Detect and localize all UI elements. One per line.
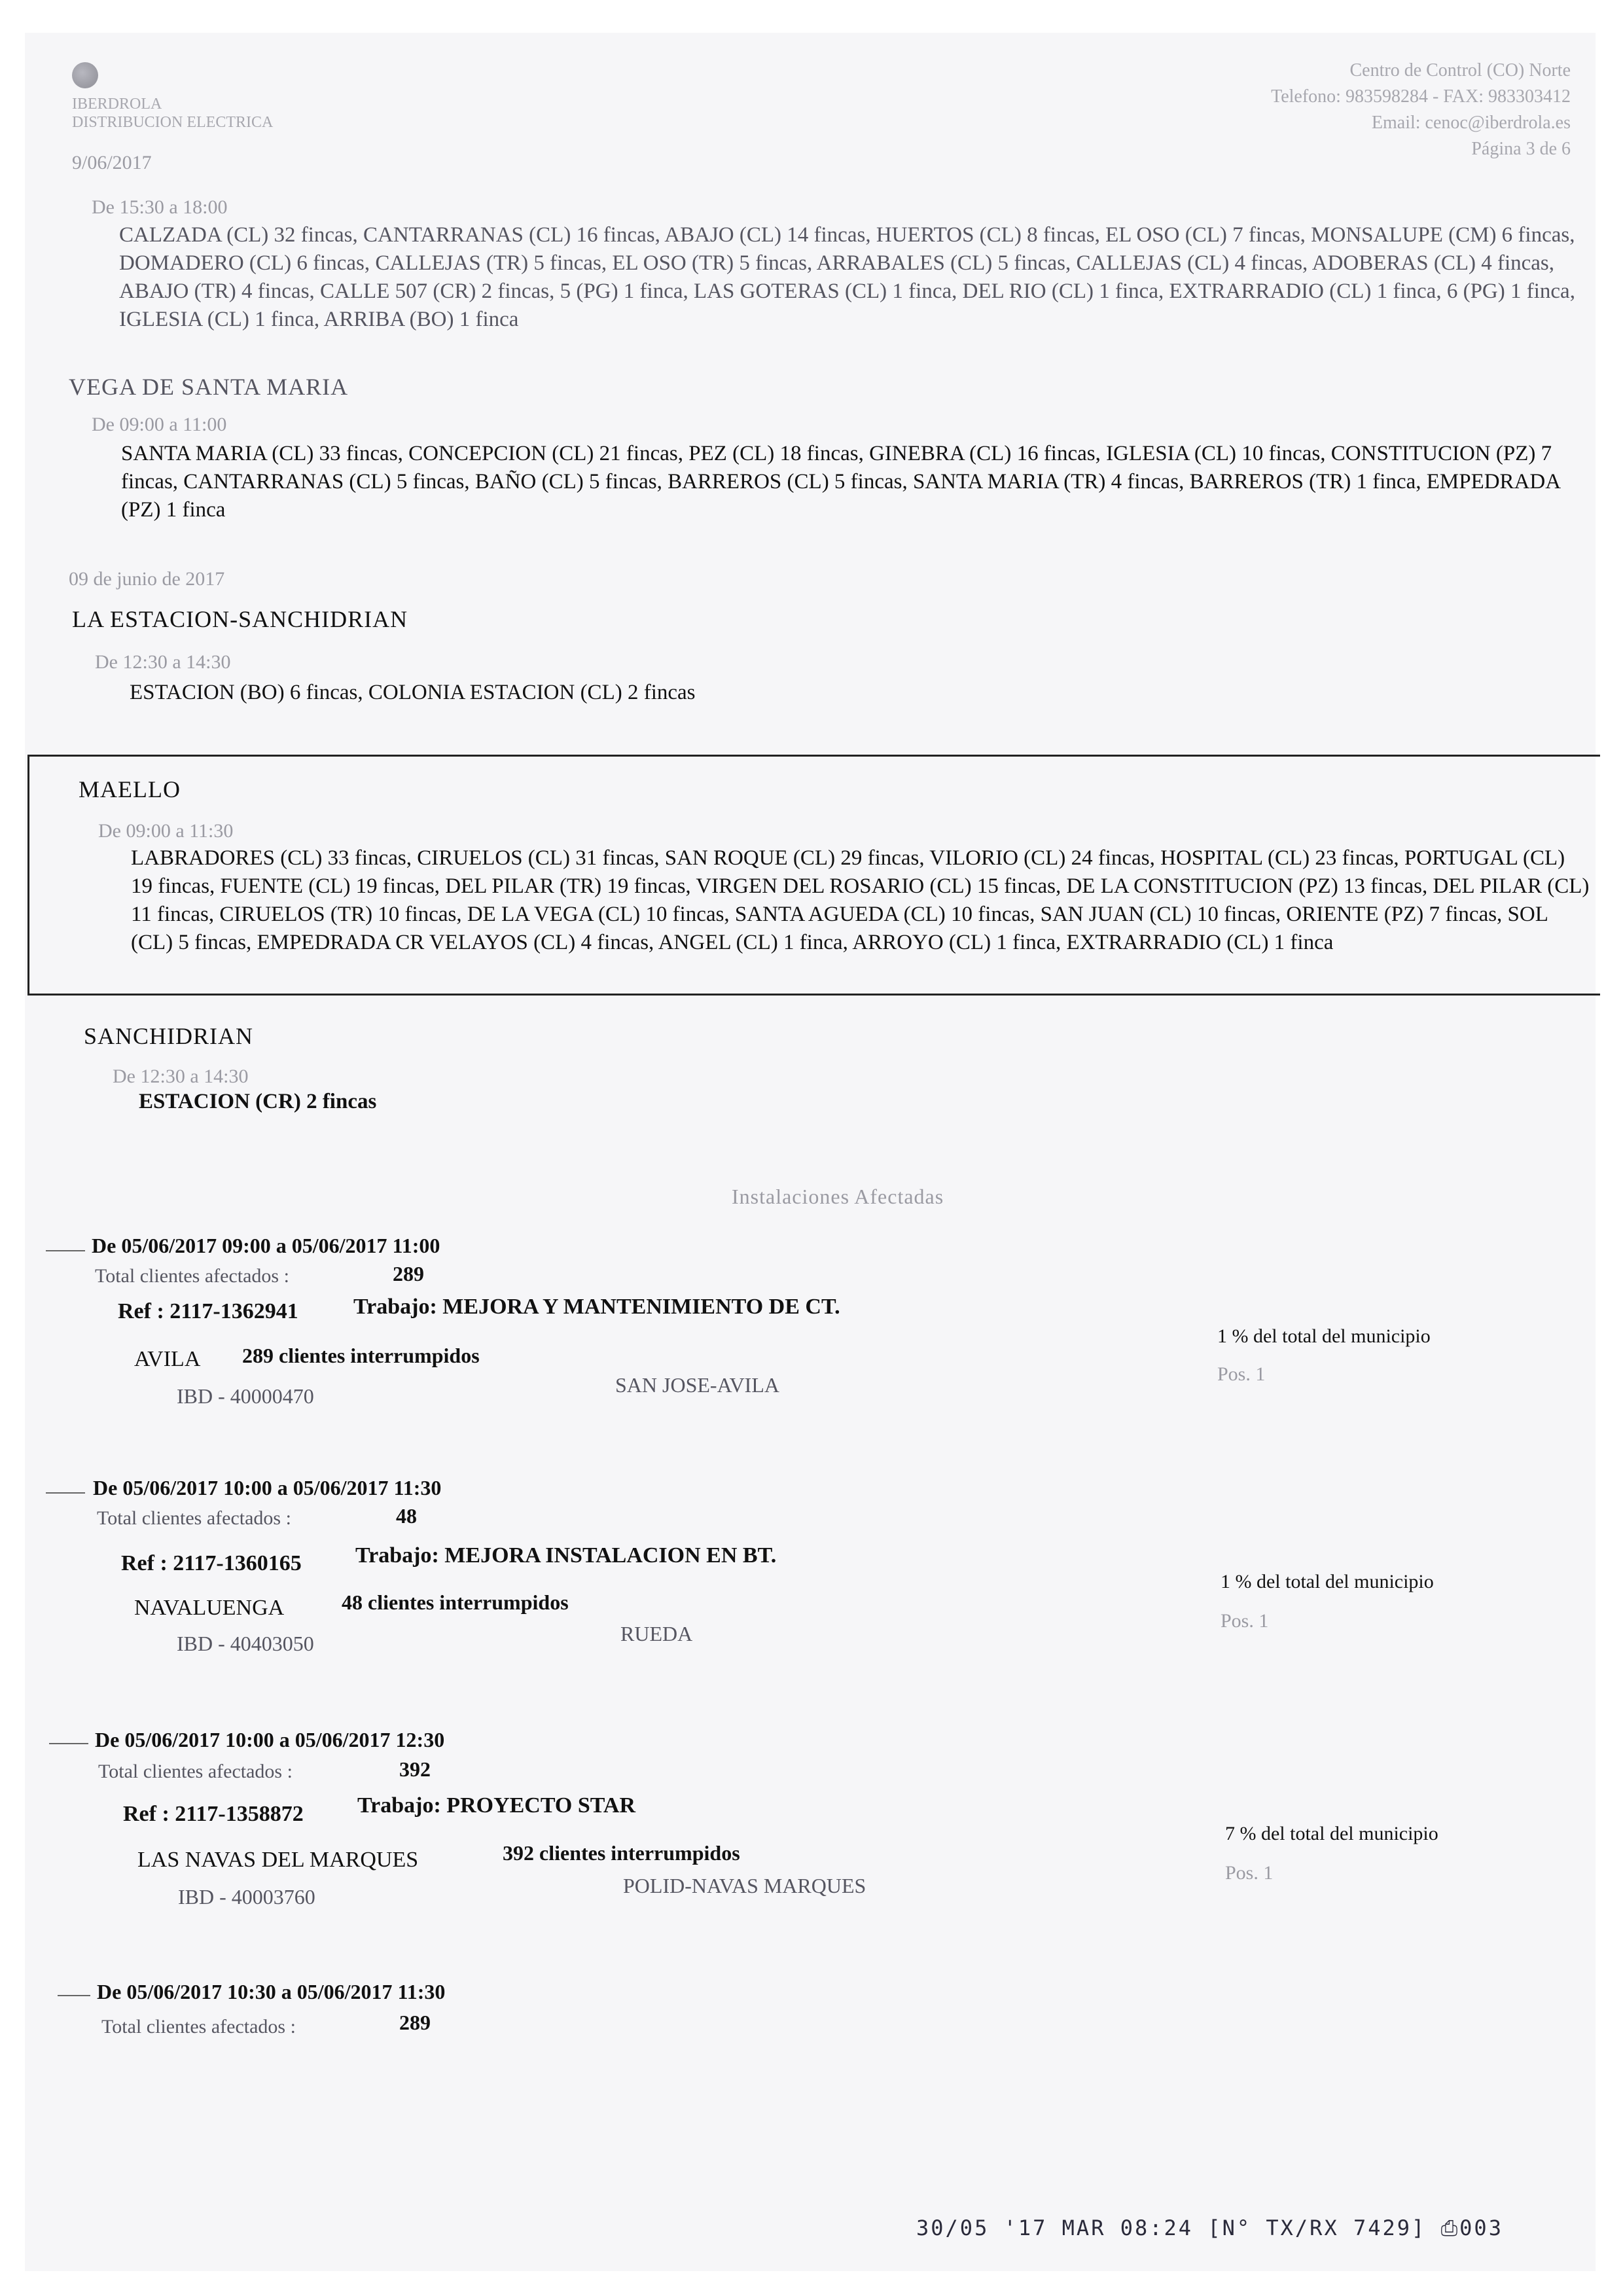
affected-streets: ESTACION (BO) 6 fincas, COLONIA ESTACION (CL) 2 fincas xyxy=(130,681,696,704)
total-clients: 289 xyxy=(393,1262,424,1285)
position: Pos. 1 xyxy=(1225,1862,1274,1884)
ibd-code: IBD - 40403050 xyxy=(177,1632,314,1655)
total-clients: 289 xyxy=(399,2011,431,2034)
document-date: 9/06/2017 xyxy=(72,152,152,173)
work-description: Trabajo: PROYECTO STAR xyxy=(357,1793,636,1818)
time-range: De 12:30 a 14:30 xyxy=(95,651,231,673)
installation-name: POLID-NAVAS MARQUES xyxy=(623,1874,866,1897)
municipality: LAS NAVAS DEL MARQUES xyxy=(137,1848,419,1872)
phone-fax: Telefono: 983598284 - FAX: 983303412 xyxy=(1271,86,1571,107)
time-range: De 09:00 a 11:00 xyxy=(92,414,227,435)
interrupted-clients: 289 clientes interrumpidos xyxy=(242,1344,480,1367)
entry-marker xyxy=(46,1250,85,1251)
ibd-code: IBD - 40000470 xyxy=(177,1384,314,1408)
install-period: De 05/06/2017 09:00 a 05/06/2017 11:00 xyxy=(92,1234,440,1257)
position: Pos. 1 xyxy=(1221,1610,1269,1632)
entry-marker xyxy=(58,1995,90,1996)
company-name: IBERDROLA xyxy=(72,96,162,113)
affected-streets: SANTA MARIA (CL) 33 fincas, CONCEPCION (CL) 21 fincas, PEZ (CL) 18 fincas, GINEBRA (CL) 16 fincas, IGLESIA (CL) 10 fincas, CONSTITUCION (PZ) 7 fincas, CANTARRANAS (CL) 5 fincas, BAÑO (CL) 5 fincas, BARREROS (CL) 5 fincas, SANTA MARIA (TR) 4 fincas, BARREROS (TR) 1 finca, EMPEDRADA (PZ) 1 finca xyxy=(121,442,1560,522)
install-period: De 05/06/2017 10:30 a 05/06/2017 11:30 xyxy=(97,1980,446,2003)
ref-number: Ref : 2117-1360165 xyxy=(121,1551,302,1575)
affected-streets: LABRADORES (CL) 33 fincas, CIRUELOS (CL) 31 fincas, SAN ROQUE (CL) 29 fincas, VILORIO (CL) 24 fincas, HOSPITAL (CL) 23 fincas, PORTUGAL (CL) 19 fincas, FUENTE (CL) 19 fincas, DEL PILAR (TR) 19 fincas, VIRGEN DEL ROSARIO (CL) 15 fincas, DE LA CONSTITUCION (PZ) 13 fincas, DEL PILAR (CL) 11 fincas, CIRUELOS (TR) 10 fincas, DE LA VEGA (CL) 10 fincas, SANTA AGUEDA (CL) 10 fincas, SAN JUAN (CL) 10 fincas, ORIENTE (PZ) 7 fincas, SOL (CL) 5 fincas, EMPEDRADA CR VELAYOS (CL) 4 fincas, ANGEL (CL) 1 finca, ARROYO (CL) 1 finca, EXTRARRADIO (CL) 1 finca xyxy=(131,846,1590,954)
document-page xyxy=(25,33,1596,2271)
contact-email: Email: cenoc@iberdrola.es xyxy=(1371,113,1571,133)
affected-streets: CALZADA (CL) 32 fincas, CANTARRANAS (CL) 16 fincas, ABAJO (CL) 14 fincas, HUERTOS (CL) 8 fincas, EL OSO (CL) 7 fincas, MONSALUPE (CM) 6 fincas, DOMADERO (CL) 6 fincas, CALLEJAS (TR) 5 fincas, EL OSO (TR) 5 fincas, ARRABALES (CL) 5 fincas, CALLEJAS (CL) 4 fincas, ADOBERAS (CL) 4 fincas, ABAJO (TR) 4 fincas, CALLE 507 (CR) 2 fincas, 5 (PG) 1 finca, LAS GOTERAS (CL) 1 finca, DEL RIO (CL) 1 finca, EXTRARRADIO (CL) 1 finca, 6 (PG) 1 finca, IGLESIA (CL) 1 finca, ARRIBA (BO) 1 finca xyxy=(119,223,1575,331)
company-logo-icon xyxy=(72,62,98,88)
time-range: De 15:30 a 18:00 xyxy=(92,196,228,218)
time-range: De 12:30 a 14:30 xyxy=(113,1066,249,1087)
total-label: Total clientes afectados : xyxy=(97,1507,291,1529)
page-number: Página 3 de 6 xyxy=(1471,139,1571,159)
section-title: Instalaciones Afectadas xyxy=(732,1185,944,1208)
fax-transmission-footer: 30/05 '17 MAR 08:24 [N° TX/RX 7429] ⎙003 xyxy=(916,2215,1503,2240)
company-header xyxy=(72,95,273,132)
interrupted-clients: 392 clientes interrumpidos xyxy=(503,1841,740,1865)
contact-header xyxy=(1271,58,1571,162)
work-description: Trabajo: MEJORA Y MANTENIMIENTO DE CT. xyxy=(353,1295,840,1319)
town-name: MAELLO xyxy=(79,776,181,802)
installation-name: RUEDA xyxy=(620,1622,693,1645)
ibd-code: IBD - 40003760 xyxy=(178,1885,315,1909)
municipality-percentage: 1 % del total del municipio xyxy=(1221,1571,1434,1592)
section-date: 09 de junio de 2017 xyxy=(69,568,225,590)
ref-number: Ref : 2117-1358872 xyxy=(123,1802,304,1826)
total-clients: 48 xyxy=(396,1504,417,1528)
affected-streets: ESTACION (CR) 2 fincas xyxy=(139,1090,377,1113)
entry-marker xyxy=(49,1743,88,1744)
total-label: Total clientes afectados : xyxy=(101,2016,296,2037)
total-label: Total clientes afectados : xyxy=(98,1761,293,1782)
municipality: AVILA xyxy=(134,1347,201,1371)
entry-marker xyxy=(46,1492,85,1494)
municipality-percentage: 1 % del total del municipio xyxy=(1217,1325,1431,1347)
municipality: NAVALUENGA xyxy=(134,1596,285,1620)
interrupted-clients: 48 clientes interrumpidos xyxy=(342,1590,569,1614)
company-division: DISTRIBUCION ELECTRICA xyxy=(72,114,274,131)
control-center: Centro de Control (CO) Norte xyxy=(1349,60,1571,81)
town-name: SANCHIDRIAN xyxy=(84,1023,254,1049)
municipality-percentage: 7 % del total del municipio xyxy=(1225,1823,1438,1844)
town-name: LA ESTACION-SANCHIDRIAN xyxy=(72,606,408,632)
position: Pos. 1 xyxy=(1217,1363,1266,1385)
ref-number: Ref : 2117-1362941 xyxy=(118,1299,298,1323)
work-description: Trabajo: MEJORA INSTALACION EN BT. xyxy=(355,1543,777,1568)
total-label: Total clientes afectados : xyxy=(95,1265,289,1287)
total-clients: 392 xyxy=(399,1757,431,1781)
time-range: De 09:00 a 11:30 xyxy=(98,820,234,842)
install-period: De 05/06/2017 10:00 a 05/06/2017 11:30 xyxy=(93,1476,442,1499)
town-name: VEGA DE SANTA MARIA xyxy=(69,374,349,400)
install-period: De 05/06/2017 10:00 a 05/06/2017 12:30 xyxy=(95,1728,445,1751)
installation-name: SAN JOSE-AVILA xyxy=(615,1373,779,1397)
